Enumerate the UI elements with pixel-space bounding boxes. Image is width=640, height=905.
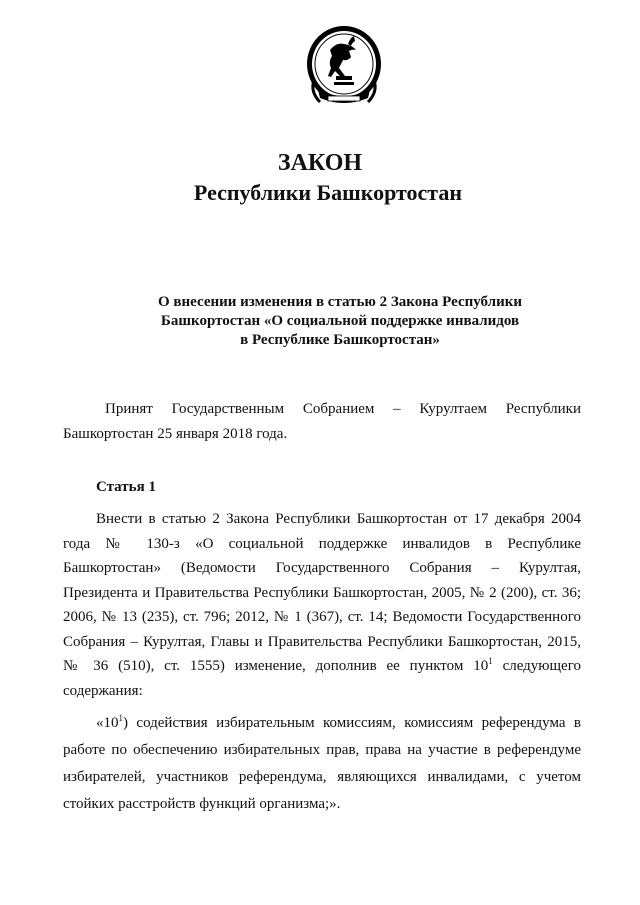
article-line-part: следующего: [502, 658, 581, 674]
subject-line: О внесении изменения в статью 2 Закона Республики: [157, 294, 523, 310]
subject-line: Башкортостан «О социальной поддержке инвалидов: [160, 313, 520, 329]
coat-of-arms-emblem: [304, 20, 384, 120]
superscript: 1: [118, 713, 123, 723]
article-line: года № 130-з «О социальной поддержке инвалидов в Республике: [63, 535, 581, 552]
article-line: [63, 654, 581, 679]
law-title: ЗАКОН: [277, 150, 363, 176]
adoption-note: [63, 397, 581, 446]
article-line: содержания:: [63, 682, 143, 699]
subject-line: в Республике Башкортостан»: [240, 332, 440, 348]
article-line: Президента и Правительства Республики Башкортостан, 2005, № 2 (200), ст. 36;: [63, 584, 581, 601]
quote-line-part: ) содействия избирательным комиссиям, комиссиям референдума в: [123, 715, 581, 731]
adoption-line: Башкортостан 25 января 2018 года.: [63, 425, 288, 442]
quote-line-part: «10: [96, 715, 119, 731]
quote-line: избирателей, участников референдума, являющихся инвалидами, с учетом: [63, 769, 581, 785]
law-subject: [120, 293, 560, 350]
article-line: Внести в статью 2 Закона Республики Башкортостан от 17 декабря 2004: [96, 511, 581, 527]
article-line: Башкортостан» (Ведомости Государственного Собрания – Курултая,: [63, 560, 581, 576]
quote-line: [63, 710, 581, 737]
quote-line: стойких расстройств функций организма;».: [63, 796, 341, 812]
superscript: 1: [488, 656, 493, 666]
republic-name: Республики Башкортостан: [193, 180, 463, 205]
article-body: [63, 507, 581, 703]
quote-line: работе по обеспечению избирательных прав, права на участие в референдуме: [63, 742, 581, 758]
article-heading: Статья 1: [96, 479, 156, 495]
article-line: 2006, № 13 (235), ст. 796; 2012, № 1 (367), ст. 14; Ведомости Государственного: [63, 609, 581, 625]
article-line: Собрания – Курултая, Главы и Правительства Республики Башкортостан, 2015,: [63, 633, 581, 650]
article-line-part: № 36 (510), ст. 1555) изменение, дополнив ее пунктом 10: [63, 658, 489, 674]
adoption-line: Принят Государственным Собранием – Курултаем Республики: [105, 401, 581, 417]
quoted-item: [63, 710, 581, 818]
